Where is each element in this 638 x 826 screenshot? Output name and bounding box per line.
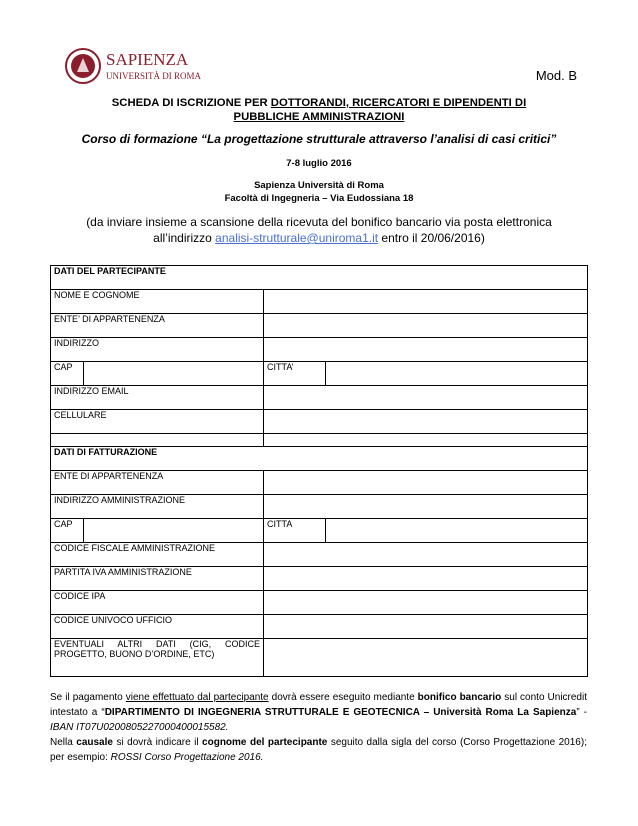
ente2-input[interactable] [264, 471, 588, 495]
field-label: CODICE UNIVOCO UFFICIO [51, 615, 264, 639]
university-seal-icon [64, 44, 209, 88]
cap2-input[interactable] [84, 519, 264, 543]
field-label: CODICE FISCALE AMMINISTRAZIONE [51, 543, 264, 567]
altri-input[interactable] [264, 639, 588, 677]
field-label: CELLULARE [51, 410, 264, 434]
email-link[interactable]: analisi-strutturale@uniroma1.it [215, 231, 379, 245]
field-label: CAP [51, 362, 84, 386]
citta2-input[interactable] [326, 519, 588, 543]
field-label: PARTITA IVA AMMINISTRAZIONE [51, 567, 264, 591]
course-title: Corso di formazione “La progettazione strutturale attraverso l’analisi di casi critici” [81, 132, 557, 146]
field-label: CAP [51, 519, 84, 543]
course-venue: Sapienza Università di Roma Facoltà di Ingegneria – Via Eudossiana 18 [224, 180, 414, 204]
payment-instructions: Se il pagamento viene effettuato dal partecipante dovrà essere eseguito mediante bonifico bancario sul conto Unicredit intestato a “DIPARTIMENTO DI INGEGNERIA STRUTTURALE E GEOTECNICA – Università Roma La Sapienza” - IBAN IT07U0200805227000400015582. Nella causale si dovrà indicare il cognome del partecipante seguito dalla sigla del corso (Corso Progettazione 2016); per esempio: ROSSI Corso Progettazione 2016. [50, 692, 587, 763]
field-label: INDIRIZZO [51, 338, 264, 362]
billing-section-header: DATI DI FATTURAZIONE [51, 447, 588, 471]
spacer-cell [264, 434, 588, 447]
field-label: EVENTUALI ALTRI DATI (CIG, CODICE PROGETTO, BUONO D’ORDINE, ETC) [51, 639, 264, 677]
ipa-input[interactable] [264, 591, 588, 615]
field-label: NOME E COGNOME [51, 290, 264, 314]
ind-amm-input[interactable] [264, 495, 588, 519]
submission-note: (da inviare insieme a scansione della ricevuta del bonifico bancario via posta elettronica all’indirizzo analisi-strutturale@uniroma1.it entro il 20/06/2016) [86, 215, 552, 245]
logo-name: SAPIENZA [106, 50, 189, 69]
logo-sub: UNIVERSITÀ DI ROMA [106, 71, 201, 81]
indirizzo-input[interactable] [264, 338, 588, 362]
cf-input[interactable] [264, 543, 588, 567]
field-label: CITTA [264, 519, 326, 543]
citta-input[interactable] [326, 362, 588, 386]
field-label: ENTE’ DI APPARTENENZA [51, 314, 264, 338]
email-input[interactable] [264, 386, 588, 410]
field-label: CITTA’ [264, 362, 326, 386]
participant-section-header: DATI DEL PARTECIPANTE [51, 266, 588, 290]
registration-table [50, 265, 588, 677]
cellulare-input[interactable] [264, 410, 588, 434]
field-label: INDIRIZZO AMMINISTRAZIONE [51, 495, 264, 519]
field-label: CODICE IPA [51, 591, 264, 615]
field-label: ENTE DI APPARTENENZA [51, 471, 264, 495]
cap-input[interactable] [84, 362, 264, 386]
field-label: INDIRIZZO EMAIL [51, 386, 264, 410]
cuu-input[interactable] [264, 615, 588, 639]
piva-input[interactable] [264, 567, 588, 591]
nome-input[interactable] [264, 290, 588, 314]
sapienza-logo [64, 44, 209, 88]
form-heading: SCHEDA DI ISCRIZIONE PER DOTTORANDI, RICERCATORI E DIPENDENTI DI PUBBLICHE AMMINISTRAZIONI [111, 97, 527, 123]
mod-label: Mod. B [535, 68, 577, 83]
ente-input[interactable] [264, 314, 588, 338]
course-dates: 7-8 luglio 2016 [286, 158, 352, 169]
spacer-cell [51, 434, 264, 447]
